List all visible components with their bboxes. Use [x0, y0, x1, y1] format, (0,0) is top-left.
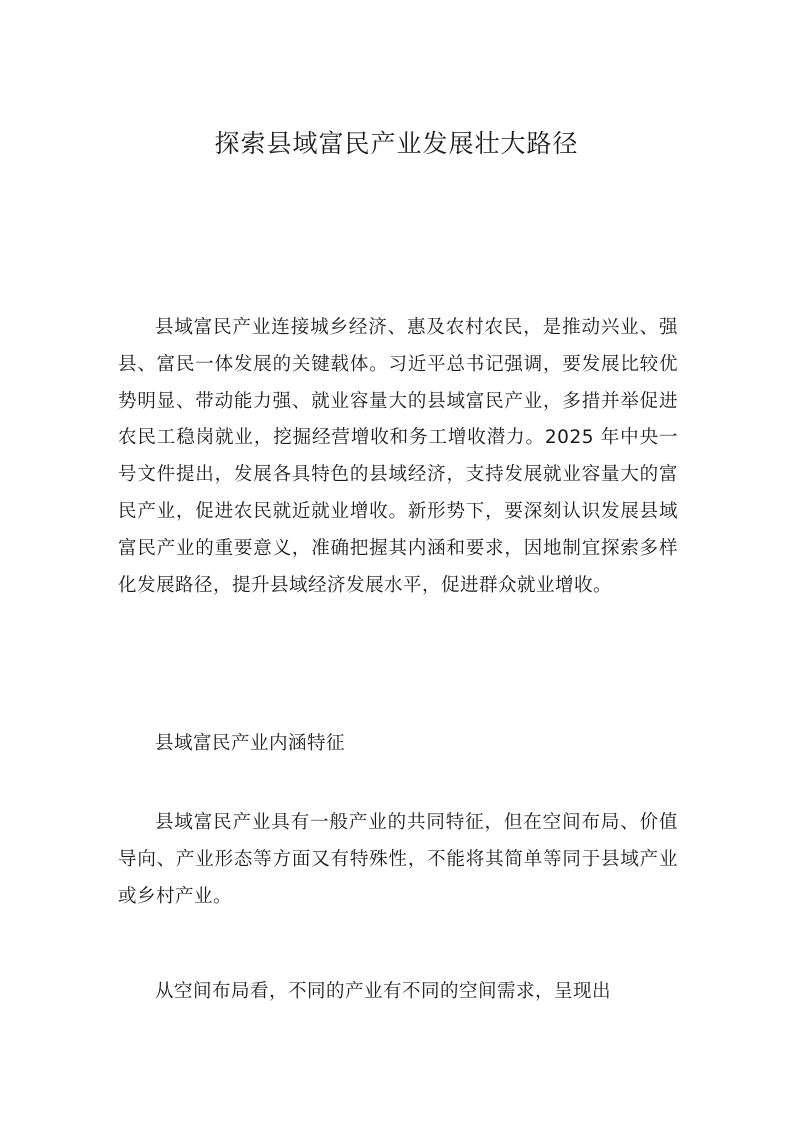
body-paragraph: 从空间布局看，不同的产业有不同的空间需求，呈现出	[155, 981, 612, 1002]
intro-paragraph: 县域富民产业连接城乡经济、惠及农村农民，是推动兴业、强县、富民一体发展的关键载体。习近平总书记强调，要发展比较优势明显、带动能力强、就业容量大的县域富民产业，多措并举促进农民工稳岗就业，挖掘经营增收和务工增收潜力。2025 年中央一号文件提出，发展各具特色的县域经济，支持发展就业容量大的富民产业，促进农民就近就业增收。新形势下，要深刻认识发展县域富民产业的重要意义，准确把握其内涵和要求，因地制宜探索多样化发展路径，提升县域经济发展水平，促进群众就业增收。	[118, 317, 678, 596]
section-heading: 县域富民产业内涵特征	[155, 733, 346, 754]
body-paragraph: 县域富民产业具有一般产业的共同特征，但在空间布局、价值导向、产业形态等方面又有特殊性，不能将其简单等同于县域产业或乡村产业。	[118, 812, 678, 907]
document-title: 探索县域富民产业发展壮大路径	[214, 129, 579, 158]
